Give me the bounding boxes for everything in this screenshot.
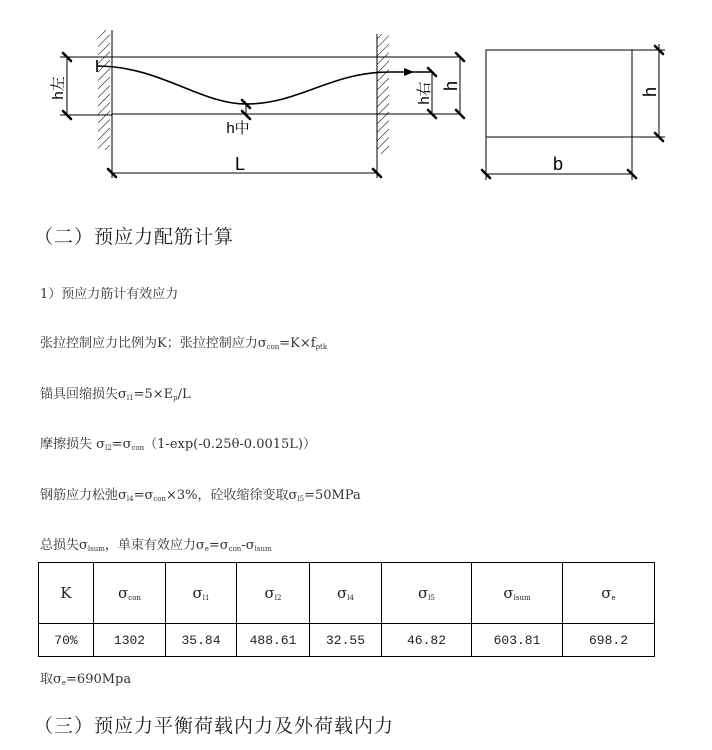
table-cell: 46.82: [382, 624, 472, 657]
formula-total-loss: 总损失$\sigma_{lsum}$，单束有效应力$\sigma_e=\sigma_{con}-\sigma_{lsum}$: [40, 538, 272, 553]
label-h-mid: h中: [226, 120, 250, 137]
formula-relaxation-loss: 钢筋应力松弛$\sigma_{l4}=\sigma_{con}\times 3\%$，砼收缩徐变取$\sigma_{l5}=50MPa$: [40, 488, 361, 503]
table-header-cell: $\sigma_{lsum}$: [472, 563, 563, 624]
section-3-title: （三）预应力平衡荷载内力及外荷载内力: [34, 715, 395, 737]
table-header-cell: $\sigma_{l1}$: [166, 563, 237, 624]
table-cell: 35.84: [166, 624, 237, 657]
formula-anchor-loss: 锚具回缩损失$\sigma_{l1}=5\times E_p/L$: [40, 387, 191, 402]
table-cell: 488.61: [237, 624, 310, 657]
label-b: b: [552, 154, 564, 174]
label-L: L: [234, 154, 246, 174]
table-cell: 698.2: [563, 624, 655, 657]
table-header-cell: $\sigma_e$: [563, 563, 655, 624]
subsection-title: 1）预应力筋计有效应力: [40, 287, 179, 302]
label-h-right: h右: [416, 81, 433, 105]
left-wall-hatch: [98, 30, 110, 150]
formula-friction-loss: 摩擦损失 $\sigma_{l2}=\sigma_{con}(1-\exp(-0.25\theta-0.0015L))$: [40, 437, 316, 452]
label-section-h: h: [640, 86, 660, 98]
tendon-profile-diagram: [0, 0, 712, 200]
table-header-cell: $\sigma_{con}$: [94, 563, 166, 624]
table-header-cell: K: [39, 563, 94, 624]
table-cell: 70%: [39, 624, 94, 657]
right-wall-hatch: [377, 34, 389, 154]
table-row: [39, 624, 655, 657]
label-h-left: h左: [50, 76, 67, 100]
table-cell: 1302: [94, 624, 166, 657]
table-cell: 603.81: [472, 624, 563, 657]
table-header-cell: $\sigma_{l4}$: [310, 563, 382, 624]
cross-section: [486, 50, 632, 137]
section-2-title: （二）预应力配筋计算: [34, 226, 235, 248]
adopted-effective-stress: 取$\sigma_e=690Mpa$: [40, 672, 132, 687]
table-header-cell: $\sigma_{l2}$: [237, 563, 310, 624]
label-h: h: [441, 80, 461, 92]
table-header-cell: $\sigma_{l5}$: [382, 563, 472, 624]
table-header-row: [39, 563, 655, 624]
effective-stress-table: [38, 562, 655, 657]
formula-control-stress: 张拉控制应力比例为K；张拉控制应力$\sigma_{con}=K\times f_{ptk}$: [40, 336, 328, 351]
table-cell: 32.55: [310, 624, 382, 657]
